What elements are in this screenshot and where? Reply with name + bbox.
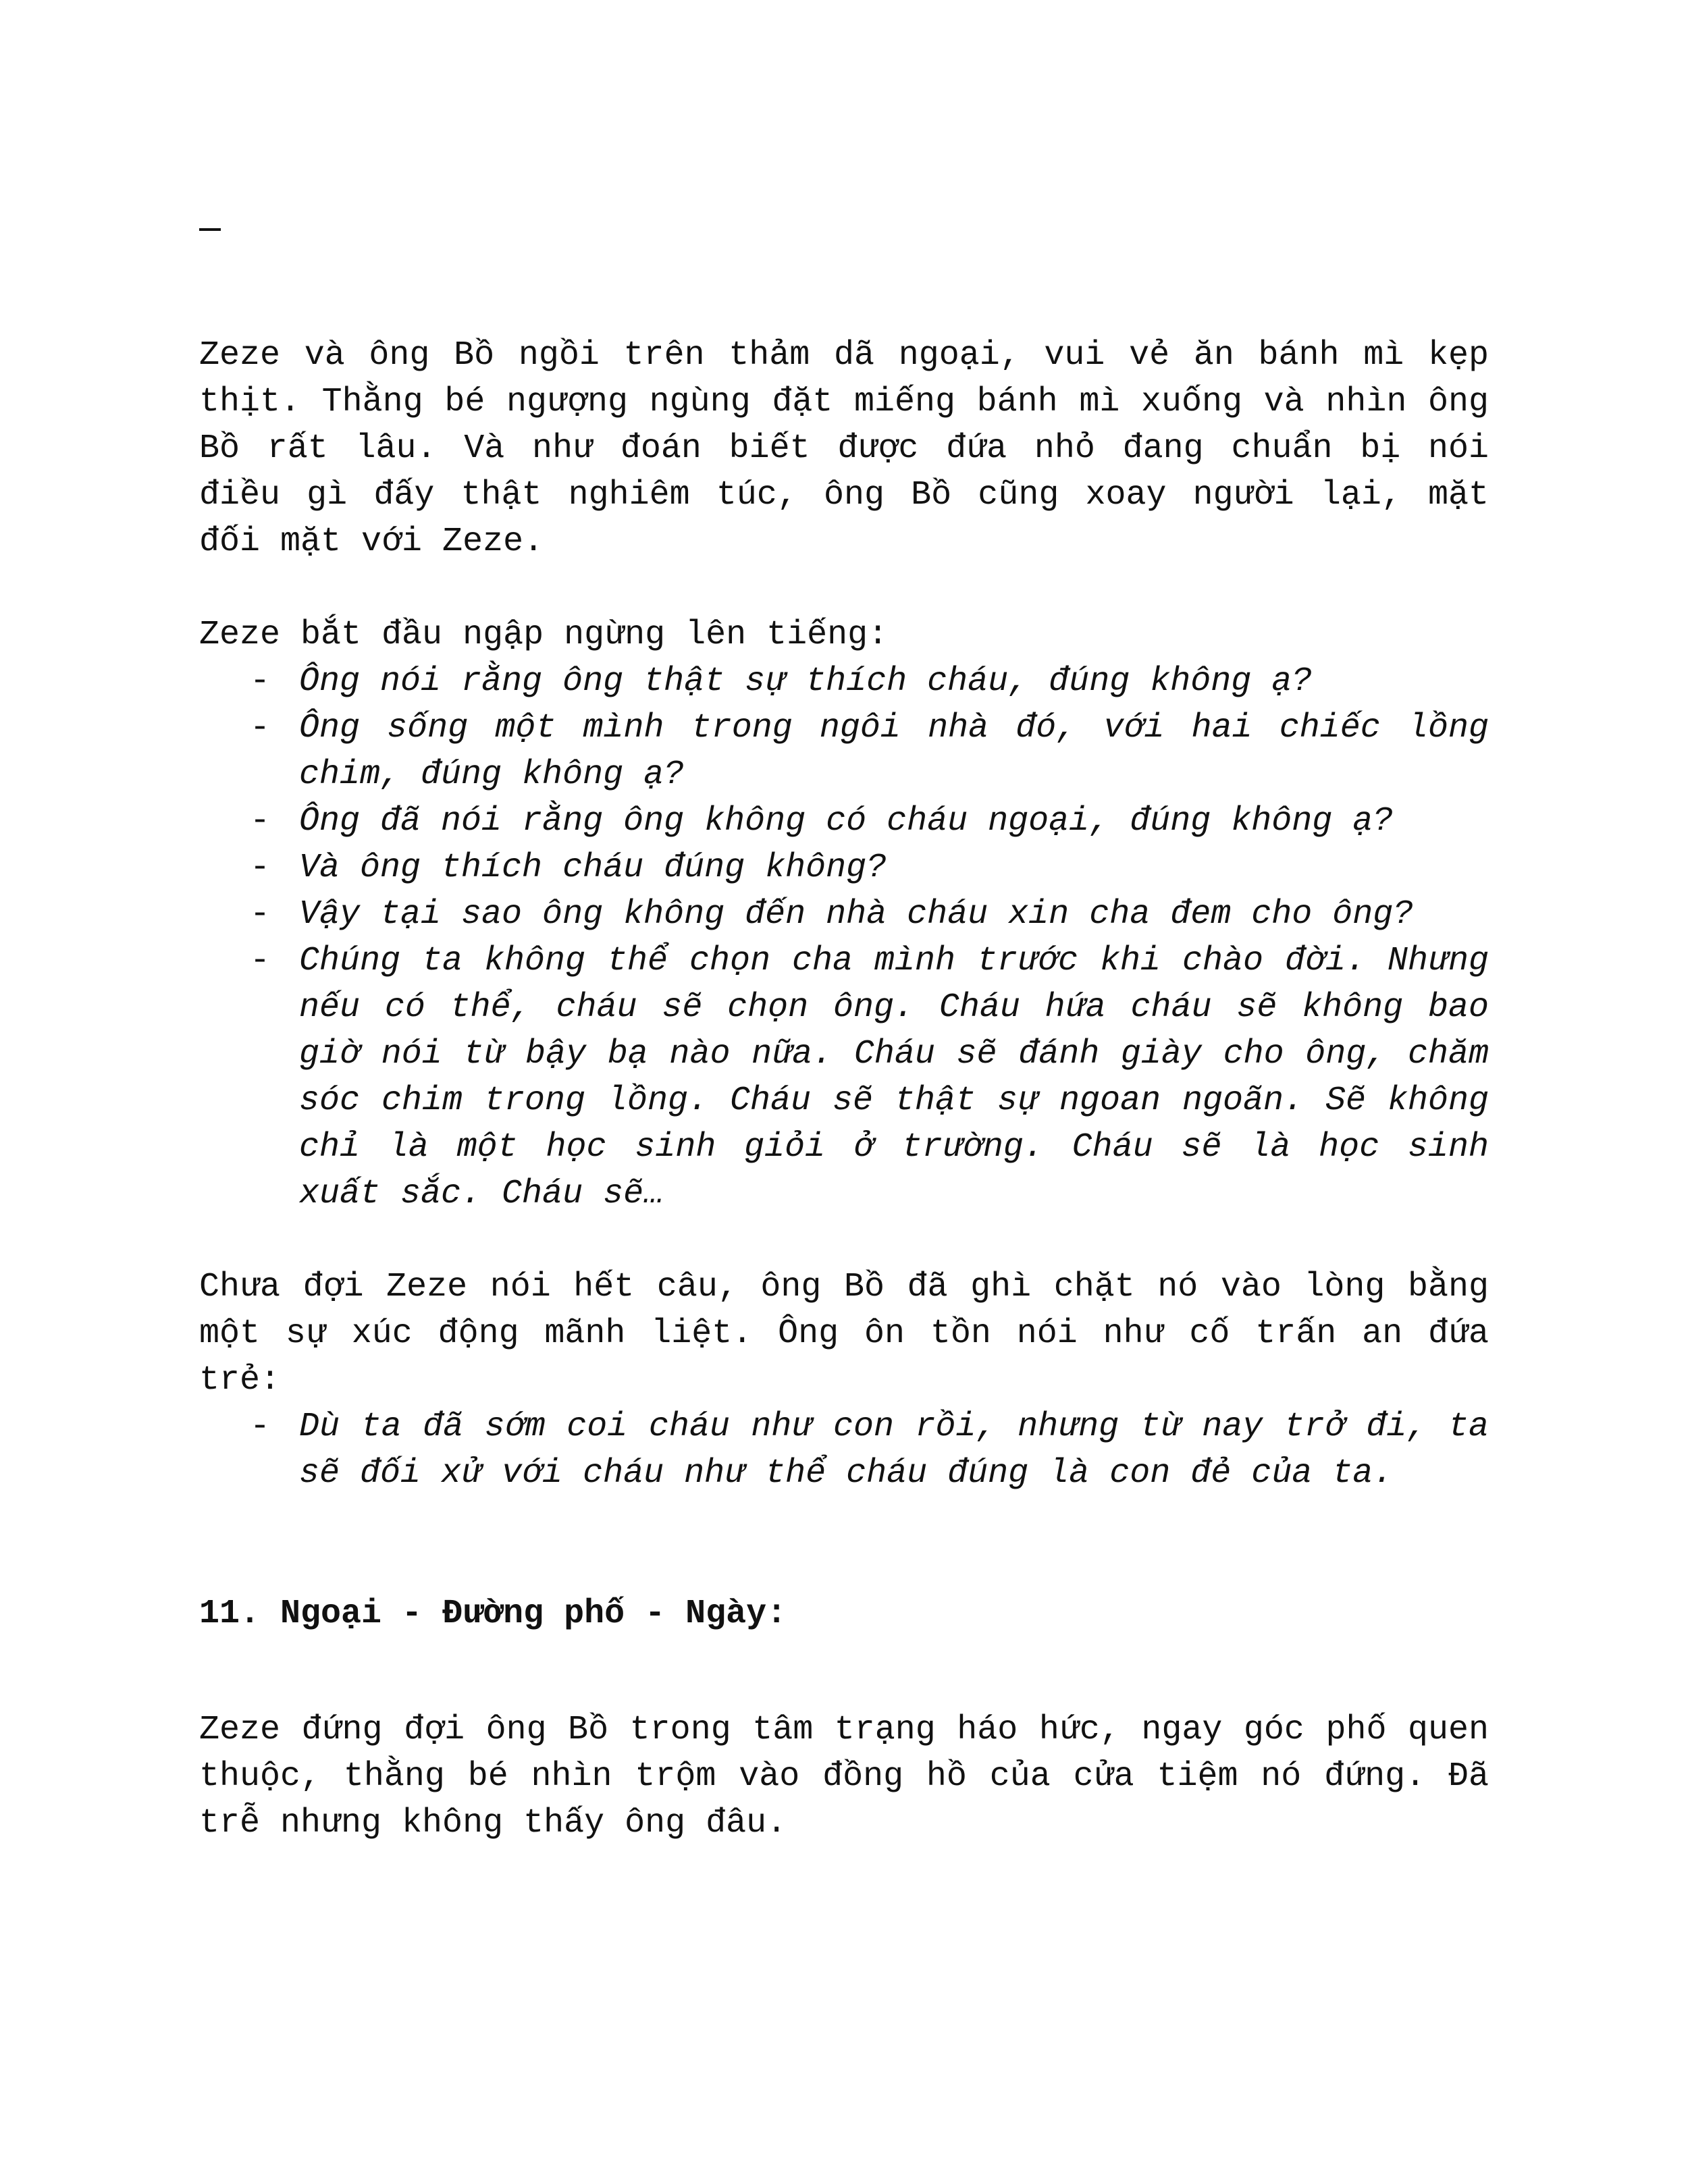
scene-heading: 11. Ngoại - Đường phố - Ngày: xyxy=(199,1595,787,1633)
dialogue-text: Chúng ta không thể chọn cha mình trước khi chào đời. Nhưng nếu có thể, cháu sẽ chọn ông. Cháu hứa cháu sẽ không bao giờ nói từ bậy bạ nào nữa. Cháu sẽ đánh giày cho ông, chăm sóc chim trong lồng. Cháu sẽ thật sự ngoan ngoãn. Sẽ không chỉ là một học sinh giỏi ở trường. Cháu sẽ là học sinh xuất sắc. Cháu sẽ… xyxy=(299,942,1489,1213)
dialogue-text: Vậy tại sao ông không đến nhà cháu xin cha đem cho ông? xyxy=(299,895,1414,934)
dialogue-text: Ông đã nói rằng ông không có cháu ngoại, đúng không ạ? xyxy=(299,802,1394,841)
dialogue-list-zeze xyxy=(199,658,1489,1217)
paragraph-embrace: Chưa đợi Zeze nói hết câu, ông Bồ đã ghì chặt nó vào lòng bằng một sự xúc động mãnh liệt. Ông ôn tồn nói như cố trấn an đứa trẻ: xyxy=(199,1268,1489,1400)
dialogue-line xyxy=(199,658,1489,705)
dash-marker: - xyxy=(250,802,271,841)
dash-marker: - xyxy=(250,895,271,934)
dash-marker: - xyxy=(250,662,271,701)
dialogue-text: Và ông thích cháu đúng không? xyxy=(299,849,887,887)
dialogue-line xyxy=(199,798,1489,845)
dash-marker: - xyxy=(250,709,271,747)
dash-marker: - xyxy=(250,1408,271,1446)
top-dash-mark xyxy=(199,228,221,231)
paragraph-picnic: Zeze và ông Bồ ngồi trên thảm dã ngoại, vui vẻ ăn bánh mì kẹp thịt. Thằng bé ngượng ngùng đặt miếng bánh mì xuống và nhìn ông Bồ rất lâu. Và như đoán biết được đứa nhỏ đang chuẩn bị nói điều gì đấy thật nghiêm túc, ông Bồ cũng xoay người lại, mặt đối mặt với Zeze. xyxy=(199,336,1489,561)
dialogue-text: Ông sống một mình trong ngôi nhà đó, với hai chiếc lồng chim, đúng không ạ? xyxy=(299,709,1489,794)
dialogue-line xyxy=(199,891,1489,938)
dialogue-line xyxy=(199,705,1489,798)
dash-marker: - xyxy=(250,849,271,887)
dialogue-line xyxy=(199,1404,1489,1497)
dash-marker: - xyxy=(250,942,271,980)
dialogue-line xyxy=(199,845,1489,891)
dialogue-text: Ông nói rằng ông thật sự thích cháu, đúng không ạ? xyxy=(299,662,1313,701)
dialogue-text: Dù ta đã sớm coi cháu như con rồi, nhưng từ nay trở đi, ta sẽ đối xử với cháu như thể cháu đúng là con đẻ của ta. xyxy=(299,1408,1489,1493)
paragraph-street: Zeze đứng đợi ông Bồ trong tâm trạng háo hức, ngay góc phố quen thuộc, thằng bé nhìn trộm vào đồng hồ của cửa tiệm nó đứng. Đã trễ nhưng không thấy ông đâu. xyxy=(199,1711,1489,1842)
dialogue-list-ong-bo xyxy=(199,1404,1489,1497)
paragraph-intro-dialogue: Zeze bắt đầu ngập ngừng lên tiếng: xyxy=(199,616,889,654)
dialogue-line xyxy=(199,938,1489,1217)
